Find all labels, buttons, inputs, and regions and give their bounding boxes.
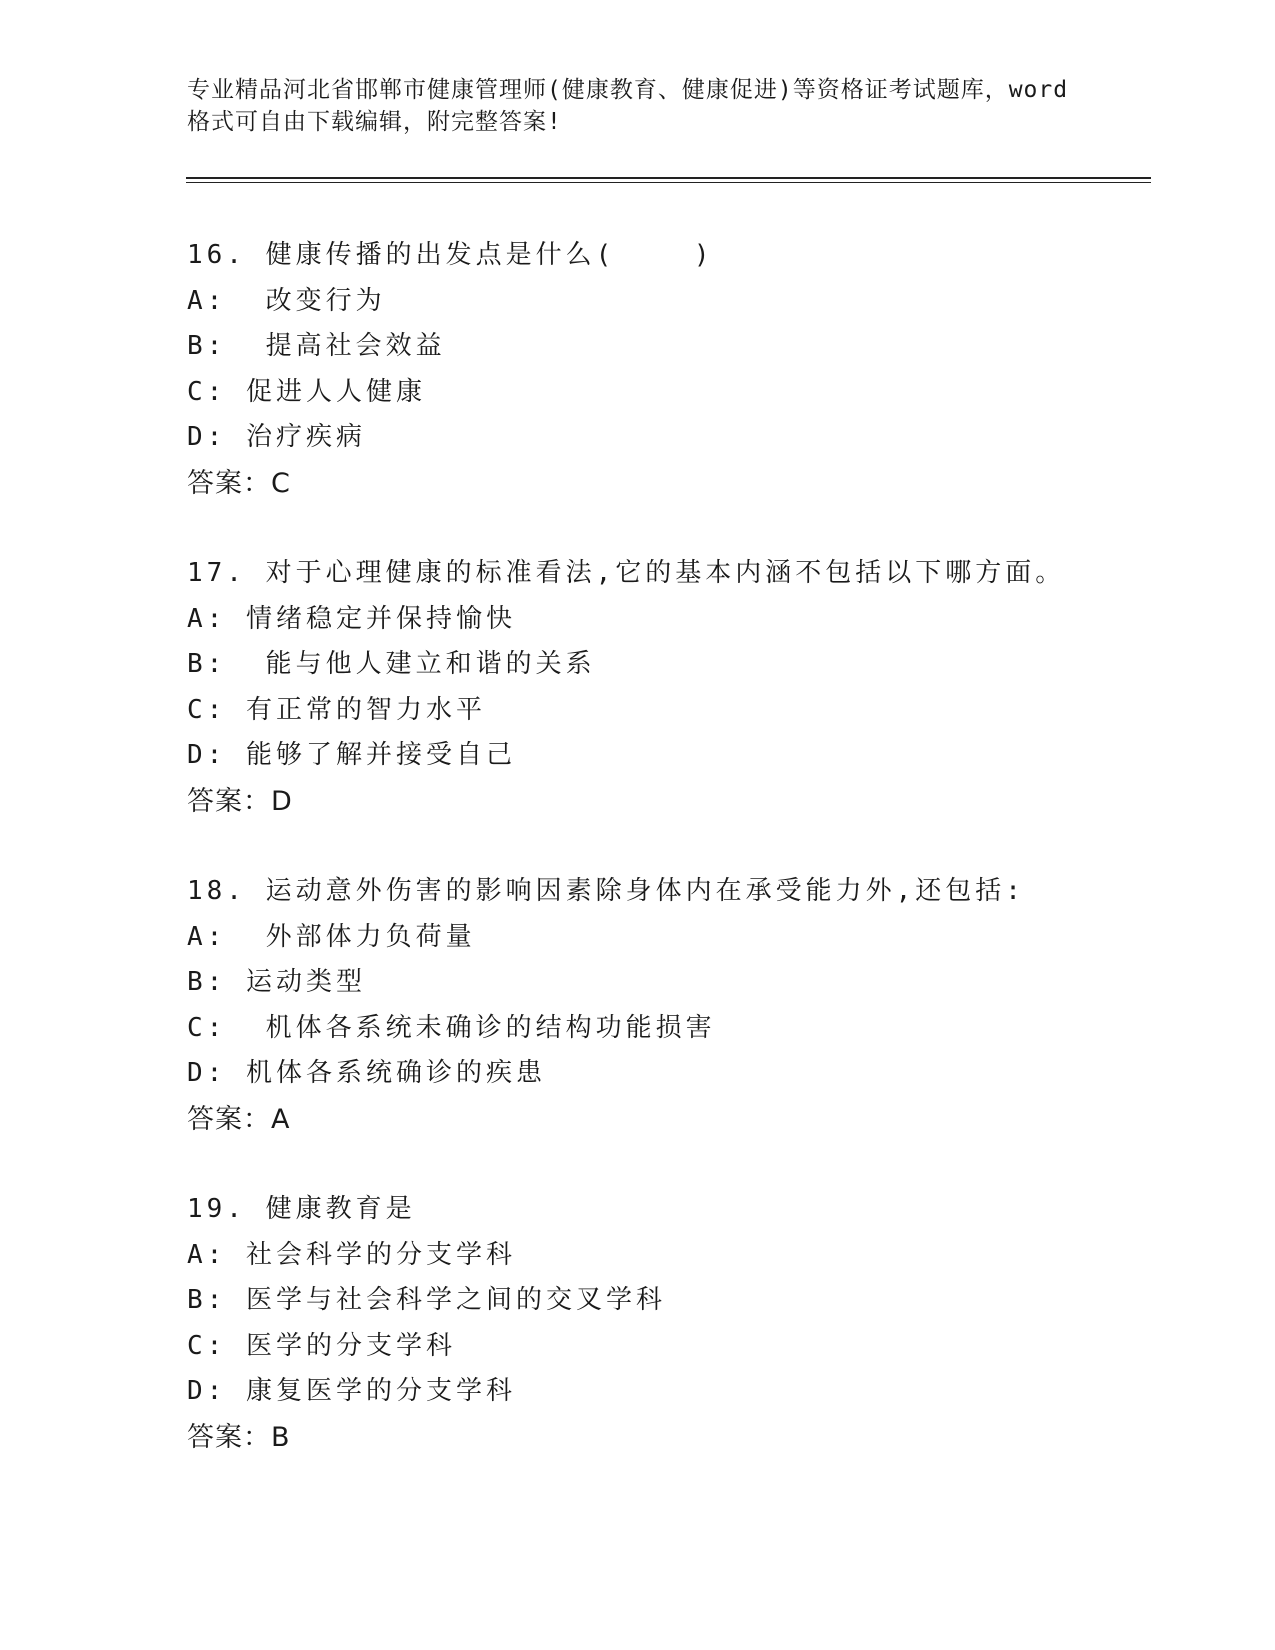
- option-a: A: 社会科学的分支学科: [187, 1239, 516, 1270]
- answer-label: 答案：A: [187, 1103, 291, 1135]
- header-line-1: 专业精品河北省邯郸市健康管理师(健康教育、健康促进)等资格证考试题库，word: [187, 77, 1069, 103]
- option-c: C: 有正常的智力水平: [187, 694, 486, 725]
- option-c: C: 机体各系统未确诊的结构功能损害: [187, 1012, 716, 1043]
- option-b: B: 医学与社会科学之间的交叉学科: [187, 1285, 666, 1315]
- option-a: A: 改变行为: [187, 285, 386, 316]
- option-b: B: 提高社会效益: [187, 331, 446, 361]
- question-18: [187, 869, 1147, 1142]
- option-d: D: 能够了解并接受自己: [187, 740, 516, 770]
- answer-label: 答案：C: [187, 467, 291, 499]
- option-d: D: 康复医学的分支学科: [187, 1376, 516, 1406]
- option-c: C: 促进人人健康: [187, 376, 426, 407]
- question-stem: 18. 运动意外伤害的影响因素除身体内在承受能力外,还包括:: [187, 876, 1025, 906]
- option-d: D: 治疗疾病: [187, 422, 366, 452]
- header-line-2: 格式可自由下载编辑，附完整答案!: [187, 109, 562, 135]
- option-d: D: 机体各系统确诊的疾患: [187, 1058, 546, 1088]
- header-rule-thick: [186, 177, 1151, 179]
- question-17: [187, 551, 1147, 824]
- question-stem: 17. 对于心理健康的标准看法,它的基本内涵不包括以下哪方面。: [187, 558, 1066, 588]
- option-a: A: 外部体力负荷量: [187, 921, 476, 952]
- question-stem: 16. 健康传播的出发点是什么( ): [187, 240, 714, 270]
- document-header: [187, 74, 1087, 138]
- question-stem: 19. 健康教育是: [187, 1194, 416, 1224]
- answer-label: 答案：D: [187, 785, 293, 817]
- answer-label: 答案：B: [187, 1421, 291, 1453]
- question-16: [187, 233, 1147, 506]
- option-c: C: 医学的分支学科: [187, 1330, 456, 1361]
- option-b: B: 运动类型: [187, 967, 366, 997]
- question-19: [187, 1187, 1147, 1460]
- header-rule-thin: [186, 182, 1151, 183]
- option-a: A: 情绪稳定并保持愉快: [187, 603, 516, 634]
- option-b: B: 能与他人建立和谐的关系: [187, 649, 596, 679]
